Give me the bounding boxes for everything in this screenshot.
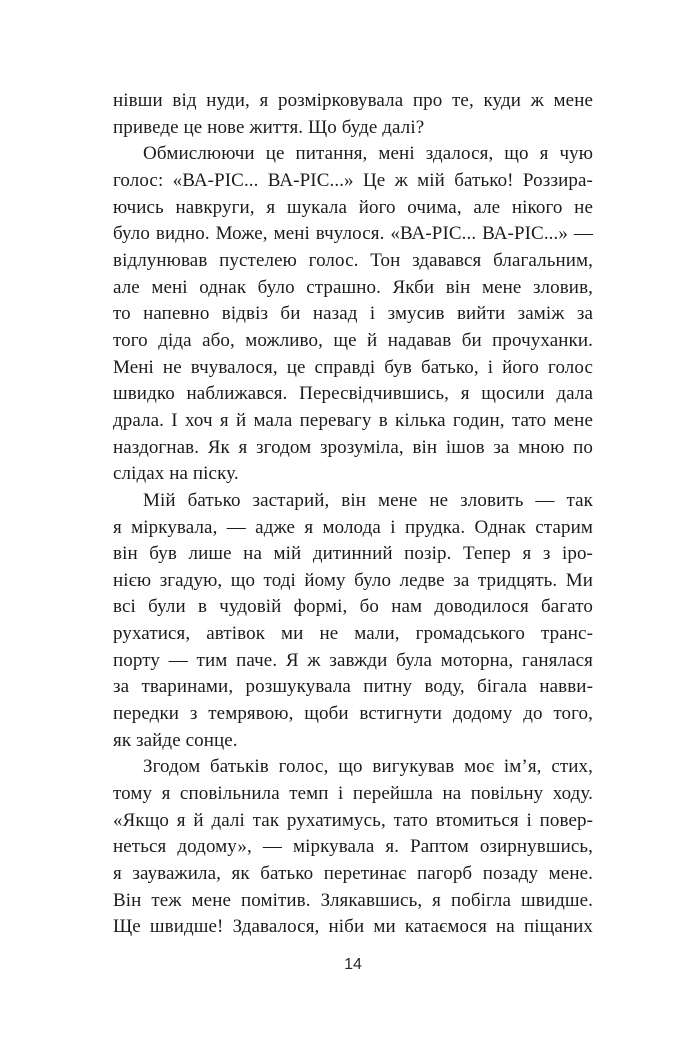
text-line: Згодом батьків голос, що вигукував моє ім’я, стих, xyxy=(143,756,593,778)
text-line: Він теж мене помітив. Злякавшись, я побігла швидше. xyxy=(113,889,593,911)
text-line: драла. І хоч я й мала перевагу в кілька годин, тато мене xyxy=(113,409,593,431)
text-line: голос: «ВА-РІС... ВА-РІС...» Це ж мій батько! Роззира- xyxy=(113,169,593,191)
text-line: як зайде сонце. xyxy=(113,729,238,751)
text-line: наздогнав. Як я згодом зрозуміла, він ішов за мною по xyxy=(113,436,593,458)
page-number: 14 xyxy=(344,956,362,973)
text-line: Обмислюючи це питання, мені здалося, що я чую xyxy=(143,143,593,165)
text-line: було видно. Може, мені вчулося. «ВА-РІС... ВА-РІС...» — xyxy=(113,223,593,245)
text-line: то напевно відвіз би назад і змусив вийти заміж за xyxy=(113,303,593,325)
text-line: порту — тим паче. Я ж завжди була моторна, ганялася xyxy=(113,649,593,671)
text-line: передки з темрявою, щоби встигнути додому до того, xyxy=(113,703,593,725)
text-line: неться додому», — міркувала я. Раптом озирнувшись, xyxy=(113,836,593,858)
text-line: того діда або, можливо, ще й надавав би прочуханки. xyxy=(113,329,593,351)
text-line: я міркувала, — адже я молода і прудка. Однак старим xyxy=(113,516,593,538)
text-line: слідах на піску. xyxy=(113,463,239,485)
text-line: за тваринами, розшукувала питну воду, бігала навви- xyxy=(113,676,593,698)
text-line: нією згадую, що тоді йому було ледве за тридцять. Ми xyxy=(113,569,593,591)
text-line: відлунював пустелею голос. Тон здавався благальним, xyxy=(113,249,593,271)
text-line: Ще швидше! Здавалося, ніби ми катаємося на піщаних xyxy=(113,916,593,938)
text-line: тому я сповільнила темп і перейшла на повільну ходу. xyxy=(113,783,593,805)
text-line: Мій батько застарий, він мене не зловить — так xyxy=(143,489,593,511)
text-line: «Якщо я й далі так рухатимусь, тато втомиться і повер- xyxy=(113,809,593,831)
page-text xyxy=(113,88,593,941)
text-line: я зауважила, як батько перетинає пагорб позаду мене. xyxy=(113,863,593,885)
text-line: всі були в чудовій формі, бо нам доводилося багато xyxy=(113,596,593,618)
text-line: але мені однак було страшно. Якби він мене зловив, xyxy=(113,276,593,298)
text-line: приведе це нове життя. Що буде далі? xyxy=(113,116,425,138)
text-line: швидко наближався. Пересвідчившись, я щосили дала xyxy=(113,383,593,405)
text-line: ючись навкруги, я шукала його очима, але нікого не xyxy=(113,196,593,218)
text-line: рухатися, автівок ми не мали, громадського транс- xyxy=(113,623,593,645)
text-line: він був лише на мій дитинний позір. Тепер я з іро- xyxy=(113,543,593,565)
text-line: Мені не вчувалося, це справді був батько, і його голос xyxy=(113,356,593,378)
text-line: нівши від нуди, я розмірковувала про те, куди ж мене xyxy=(113,90,593,111)
